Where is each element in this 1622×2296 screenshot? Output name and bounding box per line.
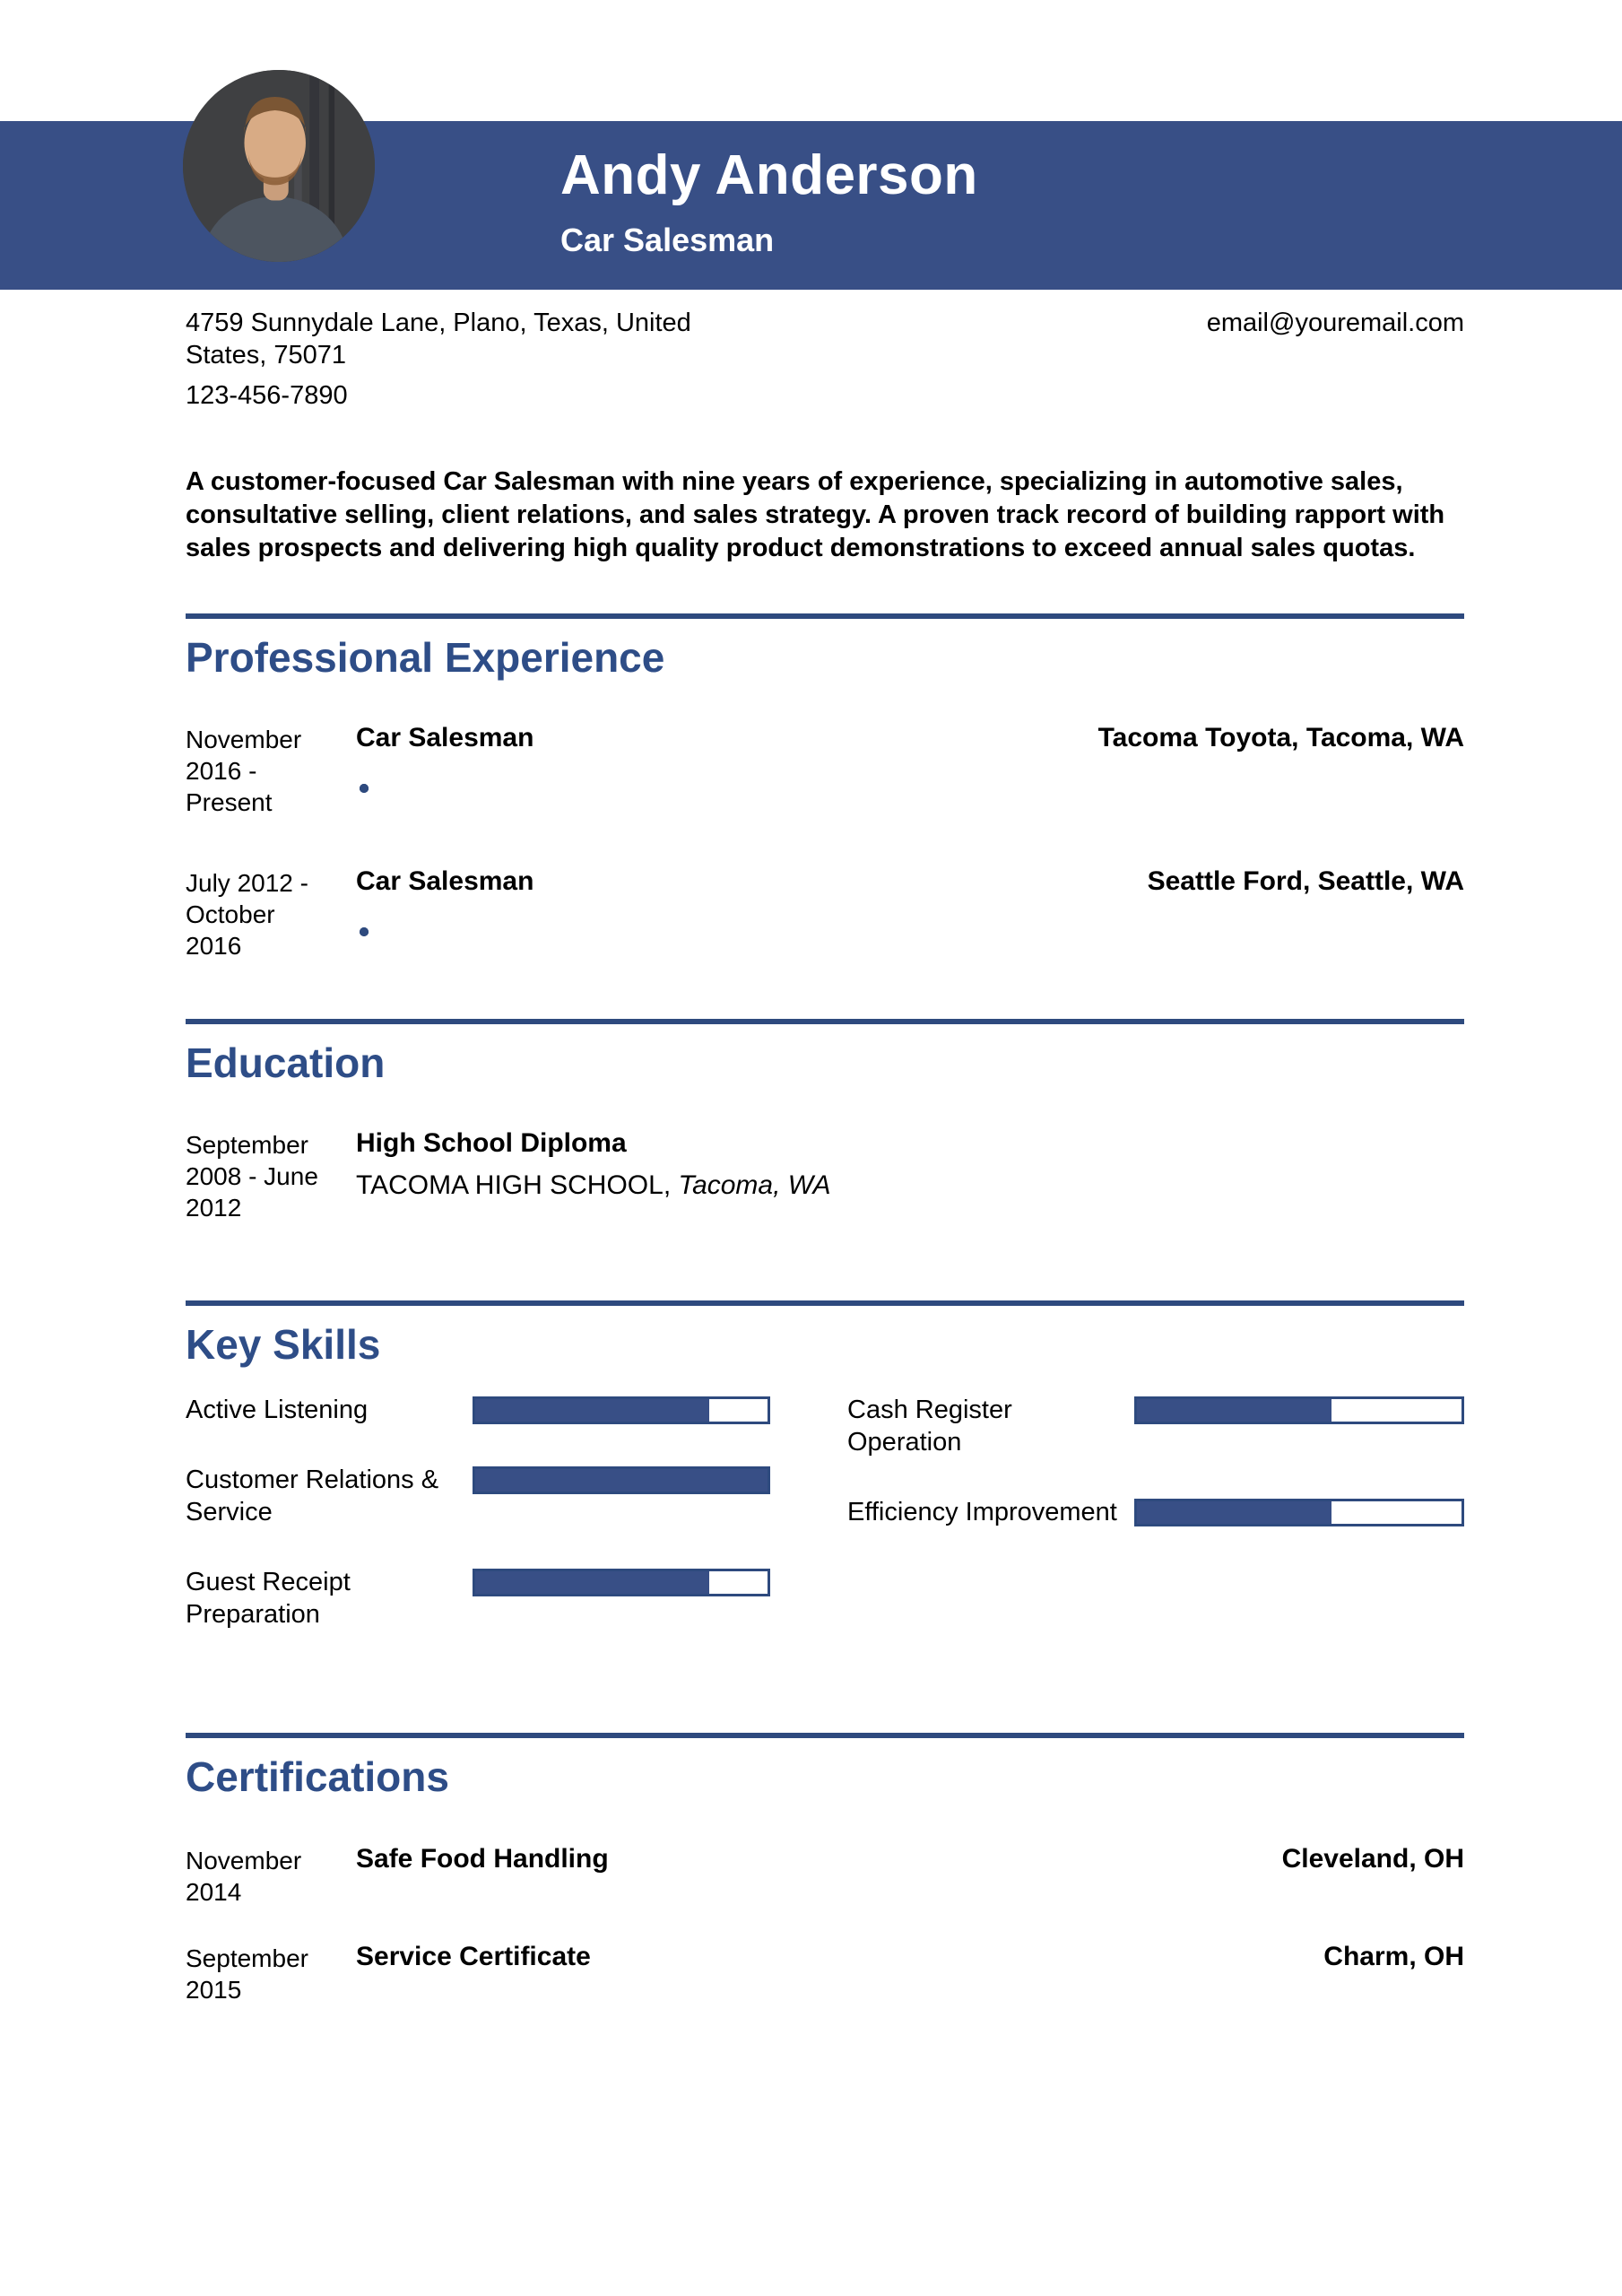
degree-name: High School Diploma [356, 1128, 627, 1158]
school-location: Tacoma, WA [671, 1170, 831, 1200]
skill-label: Efficiency Improvement [847, 1498, 1117, 1526]
contact-email: email@youremail.com [1206, 309, 1464, 337]
skill-bar [473, 1396, 770, 1424]
section-skills [186, 1300, 1464, 1668]
profile-photo-placeholder [183, 70, 375, 262]
section-education [186, 1019, 1464, 1223]
entry-location: Tacoma Toyota, Tacoma, WA [1097, 723, 1464, 752]
section-rule [186, 1733, 1464, 1738]
skill-fill [475, 1399, 709, 1422]
certification-entries [186, 1842, 1464, 2005]
section-rule [186, 613, 1464, 619]
summary-paragraph: A customer-focused Car Salesman with nine years of experience, specializing in automotive sales, consultative selling, client relations, and sales strategy. A proven track record of building rapport with sales prospects and delivering high quality product demonstrations to exceed annual sales quotas. [186, 467, 1445, 562]
skill-fill [1137, 1399, 1331, 1422]
skills-grid [186, 1394, 1464, 1668]
skills-col-1 [186, 1394, 770, 1668]
skill-bar [473, 1569, 770, 1596]
entry-dates: September 2008 - June 2012 [186, 1131, 318, 1222]
skill-row [847, 1496, 1464, 1528]
skill-row [186, 1394, 770, 1426]
skill-label: Active Listening [186, 1396, 369, 1424]
contact-left [186, 307, 691, 412]
section-title-skills: Key Skills [186, 1321, 381, 1368]
entry-head [356, 865, 1464, 898]
skill-row [847, 1394, 1464, 1458]
certification-location: Cleveland, OH [1281, 1844, 1464, 1874]
section-title-experience: Professional Experience [186, 634, 665, 681]
entry-main [356, 1126, 1464, 1223]
content-area [186, 307, 1464, 2005]
skill-fill [1137, 1501, 1331, 1524]
entry-main [356, 721, 1464, 818]
education-entry [186, 1126, 1464, 1223]
skill-bar [1134, 1396, 1464, 1424]
entry-head [356, 1842, 1464, 1875]
skill-fill [475, 1571, 709, 1594]
skill-label: Guest Receipt Preparation [186, 1568, 351, 1629]
certification-name: Service Certificate [356, 1942, 591, 1971]
entry-dates: September 2015 [186, 1944, 308, 2004]
certification-entry [186, 1842, 1464, 1908]
education-degree [356, 1126, 1464, 1160]
skill-row [186, 1464, 770, 1528]
person-name: Andy Anderson [560, 144, 978, 206]
person-job-title: Car Salesman [560, 222, 775, 258]
entry-location: Seattle Ford, Seattle, WA [1147, 866, 1464, 896]
entry-role: Car Salesman [356, 723, 534, 752]
entry-main [356, 1842, 1464, 1908]
skills-col-2 [847, 1394, 1464, 1668]
entry-main [356, 1940, 1464, 2005]
skill-bar [473, 1466, 770, 1494]
education-school [356, 1169, 1464, 1202]
section-certifications [186, 1733, 1464, 2005]
entry-role: Car Salesman [356, 866, 534, 896]
experience-entry [186, 865, 1464, 961]
skill-fill [475, 1469, 768, 1492]
skill-row [186, 1566, 770, 1631]
contact-row [186, 307, 1464, 412]
contact-phone: 123-456-7890 [186, 381, 348, 410]
certification-name: Safe Food Handling [356, 1844, 609, 1874]
entry-main [356, 865, 1464, 961]
school-name: TACOMA HIGH SCHOOL, [356, 1170, 672, 1200]
entry-dates: November 2014 [186, 1847, 302, 1906]
entry-dates: July 2012 - October 2016 [186, 869, 308, 960]
profile-photo [183, 70, 375, 262]
entry-dates: November 2016 - Present [186, 726, 302, 816]
entry-head [356, 721, 1464, 754]
skill-label: Cash Register Operation [847, 1396, 1012, 1457]
certification-entry [186, 1940, 1464, 2005]
section-rule [186, 1019, 1464, 1024]
section-rule [186, 1300, 1464, 1306]
skill-label: Customer Relations & Service [186, 1465, 439, 1526]
section-title-education: Education [186, 1039, 386, 1086]
experience-entry [186, 721, 1464, 818]
section-title-certifications: Certifications [186, 1753, 449, 1800]
experience-entries [186, 721, 1464, 961]
contact-address-line2: States, 75071 [186, 341, 346, 370]
contact-address-line1: 4759 Sunnydale Lane, Plano, Texas, United [186, 309, 691, 337]
skill-bar [1134, 1499, 1464, 1526]
section-experience [186, 613, 1464, 961]
entry-head [356, 1940, 1464, 1973]
education-entries [186, 1126, 1464, 1223]
certification-location: Charm, OH [1323, 1942, 1464, 1971]
